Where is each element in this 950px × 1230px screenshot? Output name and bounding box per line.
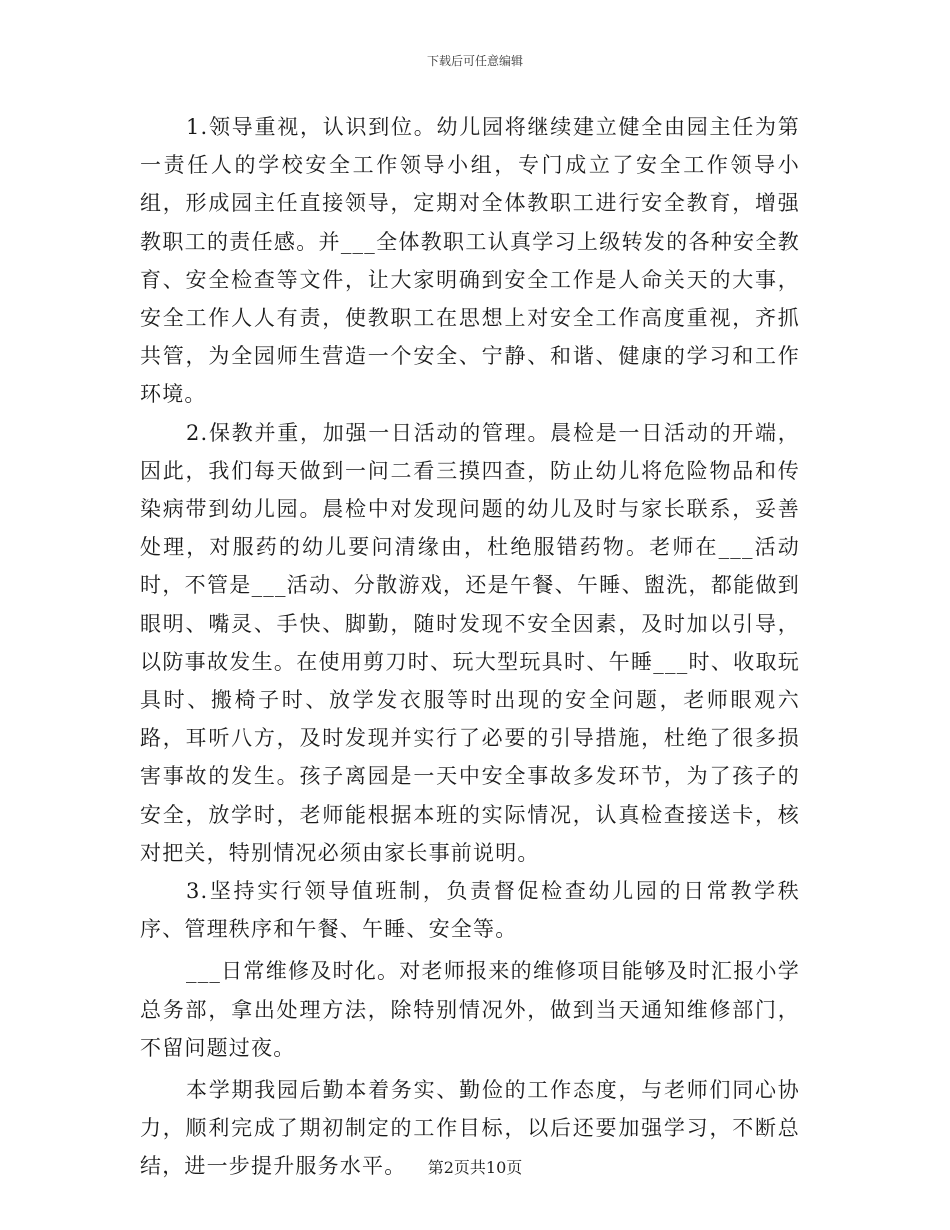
paragraph-5: 本学期我园后勤本着务实、勤俭的工作态度，与老师们同心协力，顺利完成了期初制定的工作目标，以后还要加强学习，不断总结，进一步提升服务水平。 [140,1078,800,1179]
document-body [140,108,800,1186]
page-number: 第2页共10页 [427,1158,523,1177]
paragraph-1: 1.领导重视，认识到位。幼儿园将继续建立健全由园主任为第一责任人的学校安全工作领导小组，专门成立了安全工作领导小组，形成园主任直接领导，定期对全体教职工进行安全教育，增强教职工的责任感。并___全体教职工认真学习上级转发的各种安全教育、安全检查等文件，让大家明确到安全工作是人命关天的大事，安全工作人人有责，使教职工在思想上对安全工作高度重视，齐抓共管，为全园师生营造一个安全、宁静、和谐、健康的学习和工作环境。 [140,115,800,407]
paragraph-4: ___日常维修及时化。对老师报来的维修项目能够及时汇报小学总务部，拿出处理方法，除特别情况外，做到当天通知维修部门，不留问题过夜。 [140,959,800,1060]
paragraph-3: 3.坚持实行领导值班制，负责督促检查幼儿园的日常教学秩序、管理秩序和午餐、午睡、安全等。 [140,879,800,942]
page-header: 下载后可任意编辑 [426,54,523,68]
paragraph-2: 2.保教并重，加强一日活动的管理。晨检是一日活动的开端，因此，我们每天做到一问二看三摸四查，防止幼儿将危险物品和传染病带到幼儿园。晨检中对发现问题的幼儿及时与家长联系，妥善处理，对服药的幼儿要问清缘由，杜绝服错药物。老师在___活动时，不管是___活动、分散游戏，还是午餐、午睡、盥洗，都能做到眼明、嘴灵、手快、脚勤，随时发现不安全因素，及时加以引导，以防事故发生。在使用剪刀时、玩大型玩具时、午睡___时、收取玩具时、搬椅子时、放学发衣服等时出现的安全问题，老师眼观六路，耳听八方，及时发现并实行了必要的引导措施，杜绝了很多损害事故的发生。孩子离园是一天中安全事故多发环节，为了孩子的安全，放学时，老师能根据本班的实际情况，认真检查接送卡，核对把关，特别情况必须由家长事前说明。 [140,420,800,865]
